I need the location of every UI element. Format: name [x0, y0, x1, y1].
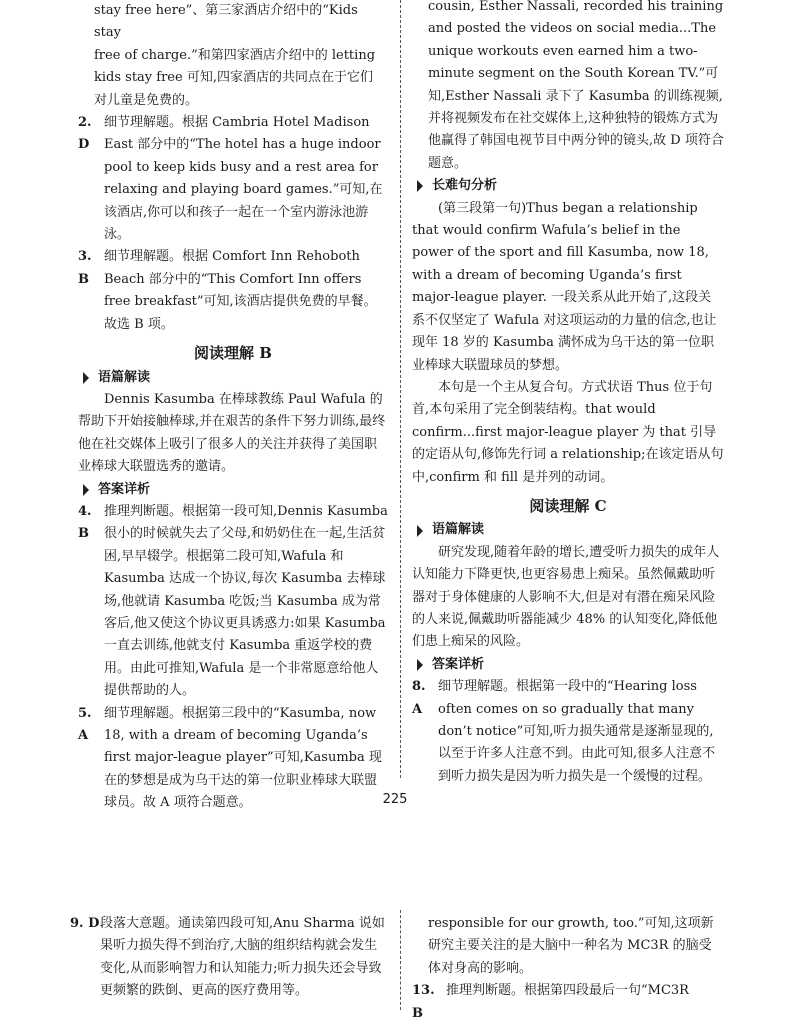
triangle-icon: [417, 659, 423, 671]
label-text-reading-c: [412, 519, 724, 541]
answer-4-number: 4. B: [78, 503, 92, 542]
intro-line-2: free of charge.”和第四家酒店介绍中的 letting: [94, 47, 376, 63]
answer-9-number: 9. D: [70, 916, 100, 931]
label-answers-b: [78, 479, 388, 501]
sentence-analysis-2: 本句是一个主从复合句。方式状语 Thus 位于句首,本句采用了完全倒装结构。that would confirm...first major-league player 为 that 引导的定语从句,修饰先行词 a relationship;在该定语从句中,confirm 和 fill 是并列的动词。: [412, 379, 724, 485]
sentence-analysis-1: (第三段第一句)Thus began a relationship that would confirm Wafula’s belief in the power of the sport and fill Kasumba, now 18, with a dream of becoming Uganda’s first major-league player. 一段关系从此开始了,这段关系不仅坚定了 Wafula 对这项运动的力量的信念,也让现年 18 岁的 Kasumba 满怀成为乌干达的第一位职业棒球大联盟球员的梦想。: [412, 200, 717, 373]
right-column: [412, 0, 724, 788]
answer-8: [412, 676, 724, 788]
triangle-icon: [83, 372, 89, 384]
column-divider-bottom: [400, 910, 401, 1010]
answer-4: [78, 501, 388, 703]
label-text: 答案详析: [98, 481, 151, 497]
intro-line-3: kids stay free 可知,四家酒店的共同点在于它们: [94, 70, 373, 86]
triangle-icon: [417, 180, 423, 192]
label-text-reading-b: [78, 367, 388, 389]
answer-3-number: 3. B: [78, 249, 92, 287]
answer-2-number: 2. D: [78, 115, 92, 153]
page-number: 225: [382, 792, 408, 807]
answer-13-text: 推理判断题。根据第四段最后一句“MC3R: [446, 983, 689, 999]
intro-line-1: stay free here”、第三家酒店介绍中的“Kids stay: [94, 3, 358, 41]
answer-8-number: 8. A: [412, 679, 426, 717]
answer-9-text: 段落大意题。通读第四段可知,Anu Sharma 说如果听力损失得不到治疗,大脑的组织结构就会发生变化,从而影响智力和认知能力;听力损失还会导致更频繁的跌倒、更高的医疗费用等。: [100, 916, 385, 999]
left-column: [78, 0, 388, 815]
label-text: 答案详析: [432, 656, 485, 672]
section-c-title: 阅读理解 C: [529, 496, 607, 515]
label-text: 语篇解读: [432, 522, 485, 538]
bottom-right-column: [412, 913, 724, 1025]
answer-8-text: 细节理解题。根据第一段中的“Hearing loss often comes on so gradually that many don’t notice”可知,听力损失通常是逐渐显现的,以至于许多人注意不到。由此可知,很多人注意不到听力损失是因为听力损失是一个缓慢的过程。: [438, 679, 716, 784]
answer-13: [412, 980, 724, 1025]
summary-c: 研究发现,随着年龄的增长,遭受听力损失的成年人认知能力下降更快,也更容易患上痴呆。虽然佩戴助听器对于身体健康的人影响不大,但是对有潜在痴呆风险的人来说,佩戴助听器能减少 48% 的认知变化,降低他们患上痴呆的风险。: [412, 544, 720, 650]
answer-3: [78, 246, 388, 336]
label-long-sentence: [412, 175, 724, 197]
answer-9: [70, 913, 388, 1003]
continued-text-bottom: responsible for our growth, too.”可知,这项新研究主要关注的是大脑中一种名为 MC3R 的脑受体对身高的影响。: [428, 916, 714, 976]
triangle-icon: [417, 525, 423, 537]
answer-3-text: 细节理解题。根据 Comfort Inn Rehoboth Beach 部分中的“This Comfort Inn offers free breakfast”可知,该酒店提供免费的早餐。故选 B 项。: [104, 249, 377, 332]
label-text: 语篇解读: [98, 369, 151, 385]
bottom-left-column: [70, 913, 388, 1003]
triangle-icon: [83, 484, 89, 496]
label-answers-c: [412, 654, 724, 676]
answer-13-number: 13. B: [412, 983, 435, 1021]
summary-b: Dennis Kasumba 在棒球教练 Paul Wafula 的帮助下开始接触棒球,并在艰苦的条件下努力训练,最终他在社交媒体上吸引了很多人的关注并获得了美国职业棒球大联盟选秀的邀请。: [78, 391, 386, 475]
answer-2-text: 细节理解题。根据 Cambria Hotel Madison East 部分中的“The hotel has a huge indoor pool to keep kids busy and a rest area for relaxing and playing board games.”可知,在该酒店,你可以和孩子一起在一个室内游泳池游泳。: [104, 115, 383, 243]
intro-continuation: [78, 0, 388, 112]
answer-5-number: 5. A: [78, 705, 92, 743]
answer-2: [78, 112, 388, 246]
intro-line-4: 对儿童是免费的。: [94, 92, 199, 108]
answer-4-text: 推理判断题。根据第一段可知,Dennis Kasumba 很小的时候就失去了父母,和奶奶住在一起,生活贫困,早早辍学。根据第二段可知,Wafula 和 Kasumba 达成一个协议,每次 Kasumba 去棒球场,他就请 Kasumba 吃饭;当 Kasumba 成为常客后,他又使这个协议更具诱惑力:如果 Kasumba 一直去训练,他就支付 Kasumba 重返学校的费用。由此可推知,Wafula 是一个非常愿意给他人提供帮助的人。: [104, 503, 388, 699]
column-divider: [400, 0, 401, 778]
continued-text: cousin, Esther Nassali, recorded his training and posted the videos on social media...The unique workouts even earned him a two-minute segment on the South Korean TV.”可知,Esther Nassali 录下了 Kasumba 的训练视频,并将视频发布在社交媒体上,这种独特的锻炼方式为他赢得了韩国电视节目中两分钟的镜头,故 D 项符合题意。: [428, 0, 724, 171]
label-text: 长难句分析: [432, 178, 498, 194]
section-b-title: 阅读理解 B: [194, 344, 272, 363]
answer-5-text: 细节理解题。根据第三段中的“Kasumba, now 18, with a dream of becoming Uganda’s first major-league player”可知,Kasumba 现在的梦想是成为乌干达的第一位职业棒球大联盟球员。故 A 项符合题意。: [104, 705, 382, 811]
